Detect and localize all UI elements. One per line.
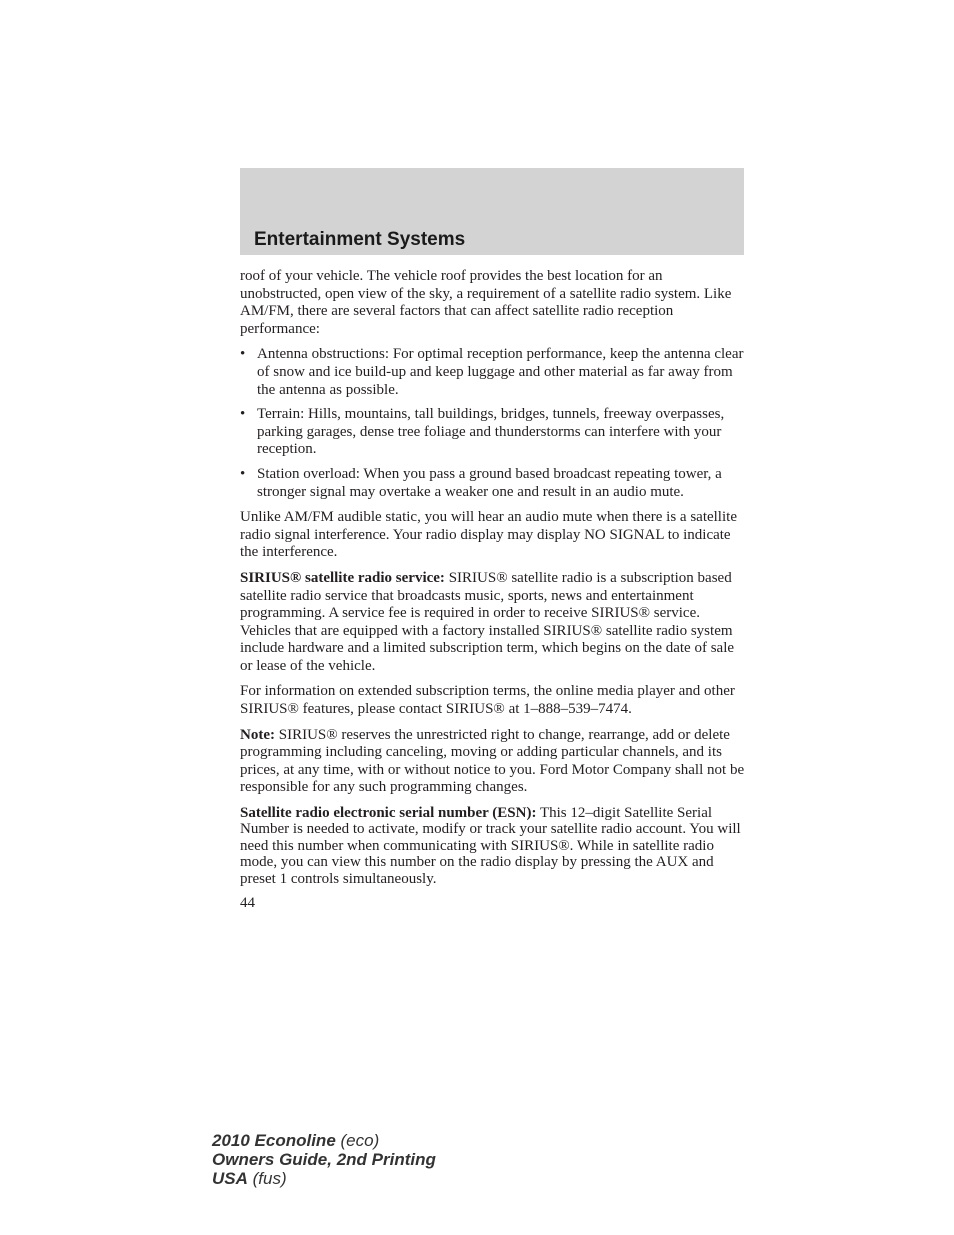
esn-label: Satellite radio electronic serial number (ESN): bbox=[240, 805, 537, 822]
footer-region: USA bbox=[212, 1169, 248, 1188]
intro-paragraph: roof of your vehicle. The vehicle roof provides the best location for an unobstructed, open view of the sky, a requirement of a satellite radio system. Like AM/FM, there are several factors that can affect satellite radio reception performance: bbox=[240, 268, 732, 337]
list-item bbox=[240, 346, 746, 399]
esn-text: This 12–digit Satellite Serial Number is needed to activate, modify or track your satellite radio account. You will need this number when communicating with SIRIUS®. While in satellite radio mode, you can view this number on the radio display by pressing the AUX and preset 1 controls simultaneously. bbox=[240, 805, 741, 887]
list-item-text: Terrain: Hills, mountains, tall buildings, bridges, tunnels, freeway overpasses, parking garages, dense tree foliage and thunderstorms can interfere with your reception. bbox=[257, 406, 725, 458]
list-item-text: Station overload: When you pass a ground based broadcast repeating tower, a stronger signal may overtake a weaker one and result in an audio mute. bbox=[257, 465, 722, 500]
footer-region-code: (fus) bbox=[247, 1169, 287, 1188]
list-item-text: Antenna obstructions: For optimal reception performance, keep the antenna clear of snow and ice build-up and keep luggage and other material as far away from the antenna as possible. bbox=[257, 346, 744, 398]
document-footer bbox=[212, 1131, 436, 1188]
footer-model: 2010 Econoline bbox=[212, 1131, 336, 1150]
static-paragraph: Unlike AM/FM audible static, you will hear an audio mute when there is a satellite radio signal interference. Your radio display may display NO SIGNAL to indicate the interference. bbox=[240, 509, 737, 561]
note-paragraph bbox=[240, 727, 746, 797]
page-number: 44 bbox=[240, 895, 255, 912]
list-item bbox=[240, 406, 746, 459]
section-title: Entertainment Systems bbox=[254, 229, 466, 250]
info-paragraph: For information on extended subscription terms, the online media player and other SIRIUS® features, please contact SIRIUS® at 1–888–539–7474. bbox=[240, 683, 735, 718]
footer-line-guide: Owners Guide, 2nd Printing bbox=[212, 1150, 436, 1169]
note-text: SIRIUS® reserves the unrestricted right to change, rearrange, add or delete programming including canceling, moving or adding particular channels, and its prices, at any time, with or without notice to you. Ford Motor Company shall not be responsible for any such programming changes. bbox=[240, 726, 745, 796]
footer-model-code: (eco) bbox=[335, 1131, 380, 1150]
esn-paragraph bbox=[240, 805, 746, 887]
sirius-label: SIRIUS® satellite radio service: bbox=[240, 569, 445, 586]
bullet-icon: • bbox=[240, 465, 246, 482]
reception-factors-list bbox=[240, 346, 746, 501]
bullet-icon: • bbox=[240, 406, 246, 423]
sirius-text: SIRIUS® satellite radio is a subscription based satellite radio service that broadcasts music, sports, news and entertainment programming. A service fee is required in order to receive SIRIUS® service. Vehicles that are equipped with a factory installed SIRIUS® satellite radio system include hardware and a limited subscription term, which begins on the date of sale or lease of the vehicle. bbox=[240, 569, 735, 674]
section-header-band bbox=[240, 168, 744, 255]
footer-line-region bbox=[212, 1169, 436, 1188]
list-item bbox=[240, 466, 746, 501]
page-content bbox=[240, 268, 746, 913]
footer-line-model bbox=[212, 1131, 436, 1150]
note-label: Note: bbox=[240, 726, 275, 743]
bullet-icon: • bbox=[240, 346, 246, 363]
sirius-paragraph bbox=[240, 570, 746, 676]
